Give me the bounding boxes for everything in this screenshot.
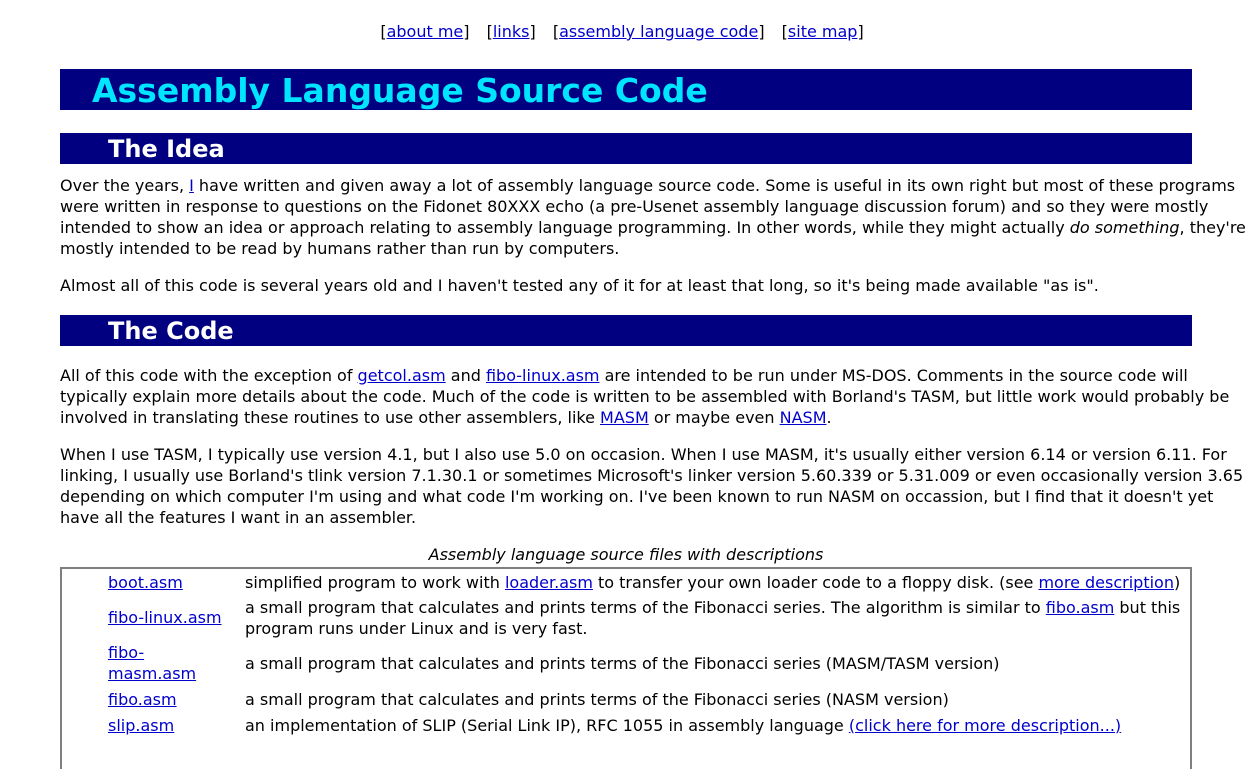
as-is-paragraph: Almost all of this code is several years old and I haven't tested any of it for at least that long, so it's being made available "as is". bbox=[60, 276, 1099, 295]
fibo-link[interactable]: fibo.asm bbox=[1045, 597, 1115, 617]
versions-text: linking, I usually use Borland's tlink version 7.1.30.1 or sometimes Microsoft's linker version 5.60.339 or 5.31.009 or even occasionally version 3.65 bbox=[60, 466, 1244, 485]
emphasis-text: do something bbox=[1069, 218, 1180, 237]
description-text: ) bbox=[1173, 572, 1181, 592]
file-description-cell bbox=[245, 569, 1180, 595]
more-description-link[interactable]: more description bbox=[1038, 572, 1174, 592]
file-name-part: masm.asm bbox=[108, 664, 197, 683]
table-row bbox=[62, 569, 1180, 595]
code-text: . bbox=[826, 408, 832, 427]
idea-text: intended to show an idea or approach relating to assembly language programming. In other words, while they might actually bbox=[60, 218, 1070, 237]
code-text: or maybe even bbox=[648, 408, 780, 427]
code-text: typically explain more details about the code. Much of the code is written to be assembled with Borland's TASM, but little work would probably be bbox=[60, 387, 1230, 406]
description-text: to transfer your own loader code to a floppy disk. (see bbox=[592, 572, 1039, 592]
versions-text: have all the features I want in an assembler. bbox=[60, 508, 417, 527]
table-row bbox=[62, 595, 1180, 640]
file-description-cell bbox=[245, 712, 1180, 738]
top-navigation bbox=[0, 21, 1244, 42]
masm-link[interactable]: MASM bbox=[600, 408, 649, 427]
idea-paragraph bbox=[60, 175, 1246, 259]
nav-link-links[interactable]: links bbox=[492, 22, 530, 41]
idea-text: have written and given away a lot of assembly language source code. Some is useful in its own right but most of these programs bbox=[193, 176, 1236, 195]
file-name-cell bbox=[62, 712, 245, 738]
file-name-part: fibo- bbox=[108, 643, 145, 662]
description-text: but this bbox=[1114, 597, 1181, 617]
description-text: program runs under Linux and is very fast. bbox=[245, 618, 588, 638]
code-text: and bbox=[445, 366, 486, 385]
main-content bbox=[60, 69, 1246, 769]
description-text: a small program that calculates and prints terms of the Fibonacci series. The algorithm is similar to bbox=[245, 597, 1046, 617]
code-text: involved in translating these routines to use other assemblers, like bbox=[60, 408, 601, 427]
idea-text: mostly intended to be read by humans rather than run by computers. bbox=[60, 239, 620, 258]
description-text: an implementation of SLIP (Serial Link IP), RFC 1055 in assembly language bbox=[245, 715, 849, 735]
code-text: are intended to be run under MS-DOS. Comments in the source code will bbox=[599, 366, 1188, 385]
author-link[interactable]: I bbox=[189, 176, 194, 195]
fibo-linux-link[interactable]: fibo-linux.asm bbox=[485, 366, 600, 385]
versions-paragraph bbox=[60, 444, 1244, 528]
description-text: simplified program to work with bbox=[245, 572, 505, 592]
nav-item-site-map: [site map] bbox=[781, 22, 864, 41]
idea-text: , they're bbox=[1179, 218, 1246, 237]
getcol-link[interactable]: getcol.asm bbox=[357, 366, 446, 385]
section-heading-code: The Code bbox=[60, 315, 1192, 346]
file-link-boot[interactable]: boot.asm bbox=[108, 572, 183, 592]
nav-item-assembly-code: [assembly language code] bbox=[552, 22, 765, 41]
table-row bbox=[62, 640, 1180, 686]
file-name-cell bbox=[62, 595, 245, 640]
idea-text: were written in response to questions on the Fidonet 80XXX echo (a pre-Usenet assembly language discussion forum) and so they were mostly bbox=[60, 197, 1209, 216]
file-name-cell bbox=[62, 640, 245, 686]
table-caption: Assembly language source files with descriptions bbox=[428, 545, 824, 564]
code-text: All of this code with the exception of bbox=[60, 366, 358, 385]
nav-link-site-map[interactable]: site map bbox=[787, 22, 858, 41]
code-paragraph bbox=[60, 365, 1230, 428]
nav-link-about-me[interactable]: about me bbox=[386, 22, 464, 41]
file-link-slip[interactable]: slip.asm bbox=[108, 715, 175, 735]
file-description-cell: a small program that calculates and prints terms of the Fibonacci series (MASM/TASM version) bbox=[245, 653, 1000, 673]
file-link-fibo-linux[interactable]: fibo-linux.asm bbox=[108, 608, 222, 627]
section-heading-idea: The Idea bbox=[60, 133, 1192, 164]
slip-more-description-link[interactable]: (click here for more description...) bbox=[848, 715, 1122, 735]
source-files-table bbox=[60, 567, 1192, 769]
page-title: Assembly Language Source Code bbox=[60, 69, 1192, 110]
file-link-fibo[interactable]: fibo.asm bbox=[108, 689, 177, 709]
idea-text: Over the years, bbox=[60, 176, 190, 195]
versions-text: When I use TASM, I typically use version 4.1, but I also use 5.0 on occasion. When I use MASM, it's usually either version 6.14 or version 6.11. For bbox=[60, 445, 1227, 464]
nav-item-links: [links] bbox=[486, 22, 536, 41]
file-description-cell bbox=[245, 595, 1180, 640]
file-description-cell: a small program that calculates and prints terms of the Fibonacci series (NASM version) bbox=[245, 689, 949, 709]
table-row bbox=[62, 686, 1180, 712]
nav-link-assembly-code[interactable]: assembly language code bbox=[559, 22, 759, 41]
file-name-cell bbox=[62, 686, 245, 712]
file-link-fibo-masm[interactable] bbox=[108, 643, 196, 683]
table-row bbox=[62, 712, 1180, 738]
file-name-cell bbox=[62, 569, 245, 595]
nav-item-about-me: [about me] bbox=[380, 22, 470, 41]
versions-text: depending on which computer I'm using and what code I'm working on. I've been known to run NASM on occassion, but I find that it doesn't yet bbox=[60, 487, 1214, 506]
nasm-link[interactable]: NASM bbox=[779, 408, 827, 427]
loader-link[interactable]: loader.asm bbox=[504, 572, 593, 592]
